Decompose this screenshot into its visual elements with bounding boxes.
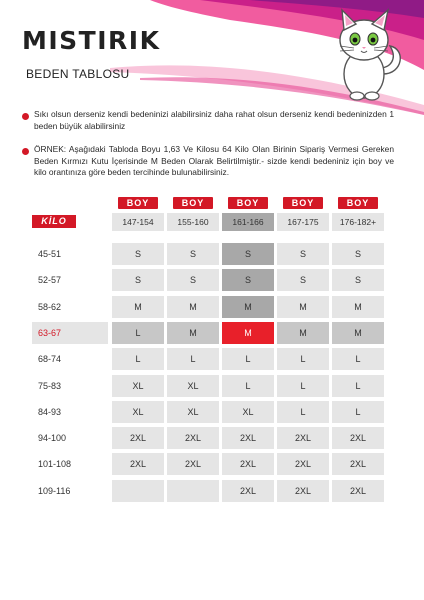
size-cell: L	[332, 348, 384, 370]
size-cell	[112, 480, 164, 502]
boy-label: BOY	[283, 197, 323, 209]
size-cell: M	[277, 322, 329, 344]
brand-title: MISTIRIK	[22, 26, 161, 55]
size-cell: L	[167, 348, 219, 370]
size-cell: 2XL	[277, 453, 329, 475]
size-cell: 2XL	[332, 480, 384, 502]
size-cell: 2XL	[112, 427, 164, 449]
size-cell: S	[332, 269, 384, 291]
size-cell: S	[112, 243, 164, 265]
height-header: 155-160	[167, 213, 219, 231]
size-cell: M	[332, 296, 384, 318]
weight-label: 94-100	[38, 433, 67, 444]
size-cell: M	[222, 322, 274, 344]
size-cell: 2XL	[277, 480, 329, 502]
height-header: 176-182+	[332, 213, 384, 231]
size-cell	[167, 480, 219, 502]
boy-label: BOY	[118, 197, 158, 209]
weight-label: 68-74	[38, 354, 62, 365]
size-cell: L	[112, 348, 164, 370]
size-cell: 2XL	[277, 427, 329, 449]
boy-label: BOY	[338, 197, 378, 209]
size-cell: S	[222, 243, 274, 265]
size-cell: S	[167, 269, 219, 291]
size-cell: M	[112, 296, 164, 318]
weight-label: 75-83	[38, 380, 62, 391]
height-header: 161-166	[222, 213, 274, 231]
size-cell: 2XL	[222, 480, 274, 502]
size-cell: L	[222, 375, 274, 397]
size-cell: XL	[112, 375, 164, 397]
size-cell: XL	[222, 401, 274, 423]
weight-label: 84-93	[38, 406, 62, 417]
size-cell: M	[332, 322, 384, 344]
note-tightness: Sıkı olsun derseniz kendi bedeninizi alabilirsiniz daha rahat olsun derseniz kendi bedeninizden 1 beden büyük alabilirsiniz	[34, 109, 394, 131]
kilo-label: KİLO	[32, 215, 76, 228]
note-example: ÖRNEK: Aşağıdaki Tabloda Boyu 1,63 Ve Kilosu 64 Kilo Olan Birinin Sipariş Vermesi Gereken Beden Kırmızı Kutu İçerisinde M Beden Olarak Belirtilmiştir.- sizde kendi bedeniniz için boy ve kilo orantınıza göre beden tercihinde bulunabilirsiniz.	[34, 144, 394, 177]
height-header: 147-154	[112, 213, 164, 231]
size-cell: L	[222, 348, 274, 370]
size-cell: S	[222, 269, 274, 291]
size-cell: 2XL	[332, 453, 384, 475]
size-cell: S	[332, 243, 384, 265]
weight-label: 45-51	[38, 249, 62, 259]
size-cell: M	[167, 296, 219, 318]
size-cell: M	[167, 322, 219, 344]
size-cell: 2XL	[332, 427, 384, 449]
size-cell: XL	[167, 401, 219, 423]
weight-label: 58-62	[38, 301, 62, 312]
size-cell: L	[277, 401, 329, 423]
size-cell: L	[332, 375, 384, 397]
size-cell: 2XL	[112, 453, 164, 475]
size-cell: L	[332, 401, 384, 423]
weight-label: 52-57	[38, 275, 62, 286]
size-cell: S	[167, 243, 219, 265]
size-cell: S	[277, 243, 329, 265]
size-cell: L	[277, 375, 329, 397]
size-cell: S	[277, 269, 329, 291]
boy-label: BOY	[228, 197, 268, 209]
weight-label: 101-108	[38, 459, 72, 470]
size-cell: L	[112, 322, 164, 344]
size-cell: 2XL	[167, 427, 219, 449]
boy-label: BOY	[173, 197, 213, 209]
size-cell: XL	[167, 375, 219, 397]
size-cell: S	[112, 269, 164, 291]
size-cell: 2XL	[167, 453, 219, 475]
size-cell: 2XL	[222, 453, 274, 475]
weight-label: 109-116	[38, 485, 71, 496]
height-header: 167-175	[277, 213, 329, 231]
size-cell: M	[277, 296, 329, 318]
weight-label: 63-67	[38, 327, 62, 338]
page-subtitle: BEDEN TABLOSU	[26, 67, 130, 81]
size-cell: 2XL	[222, 427, 274, 449]
size-cell: L	[277, 348, 329, 370]
size-cell: M	[222, 296, 274, 318]
size-cell: XL	[112, 401, 164, 423]
